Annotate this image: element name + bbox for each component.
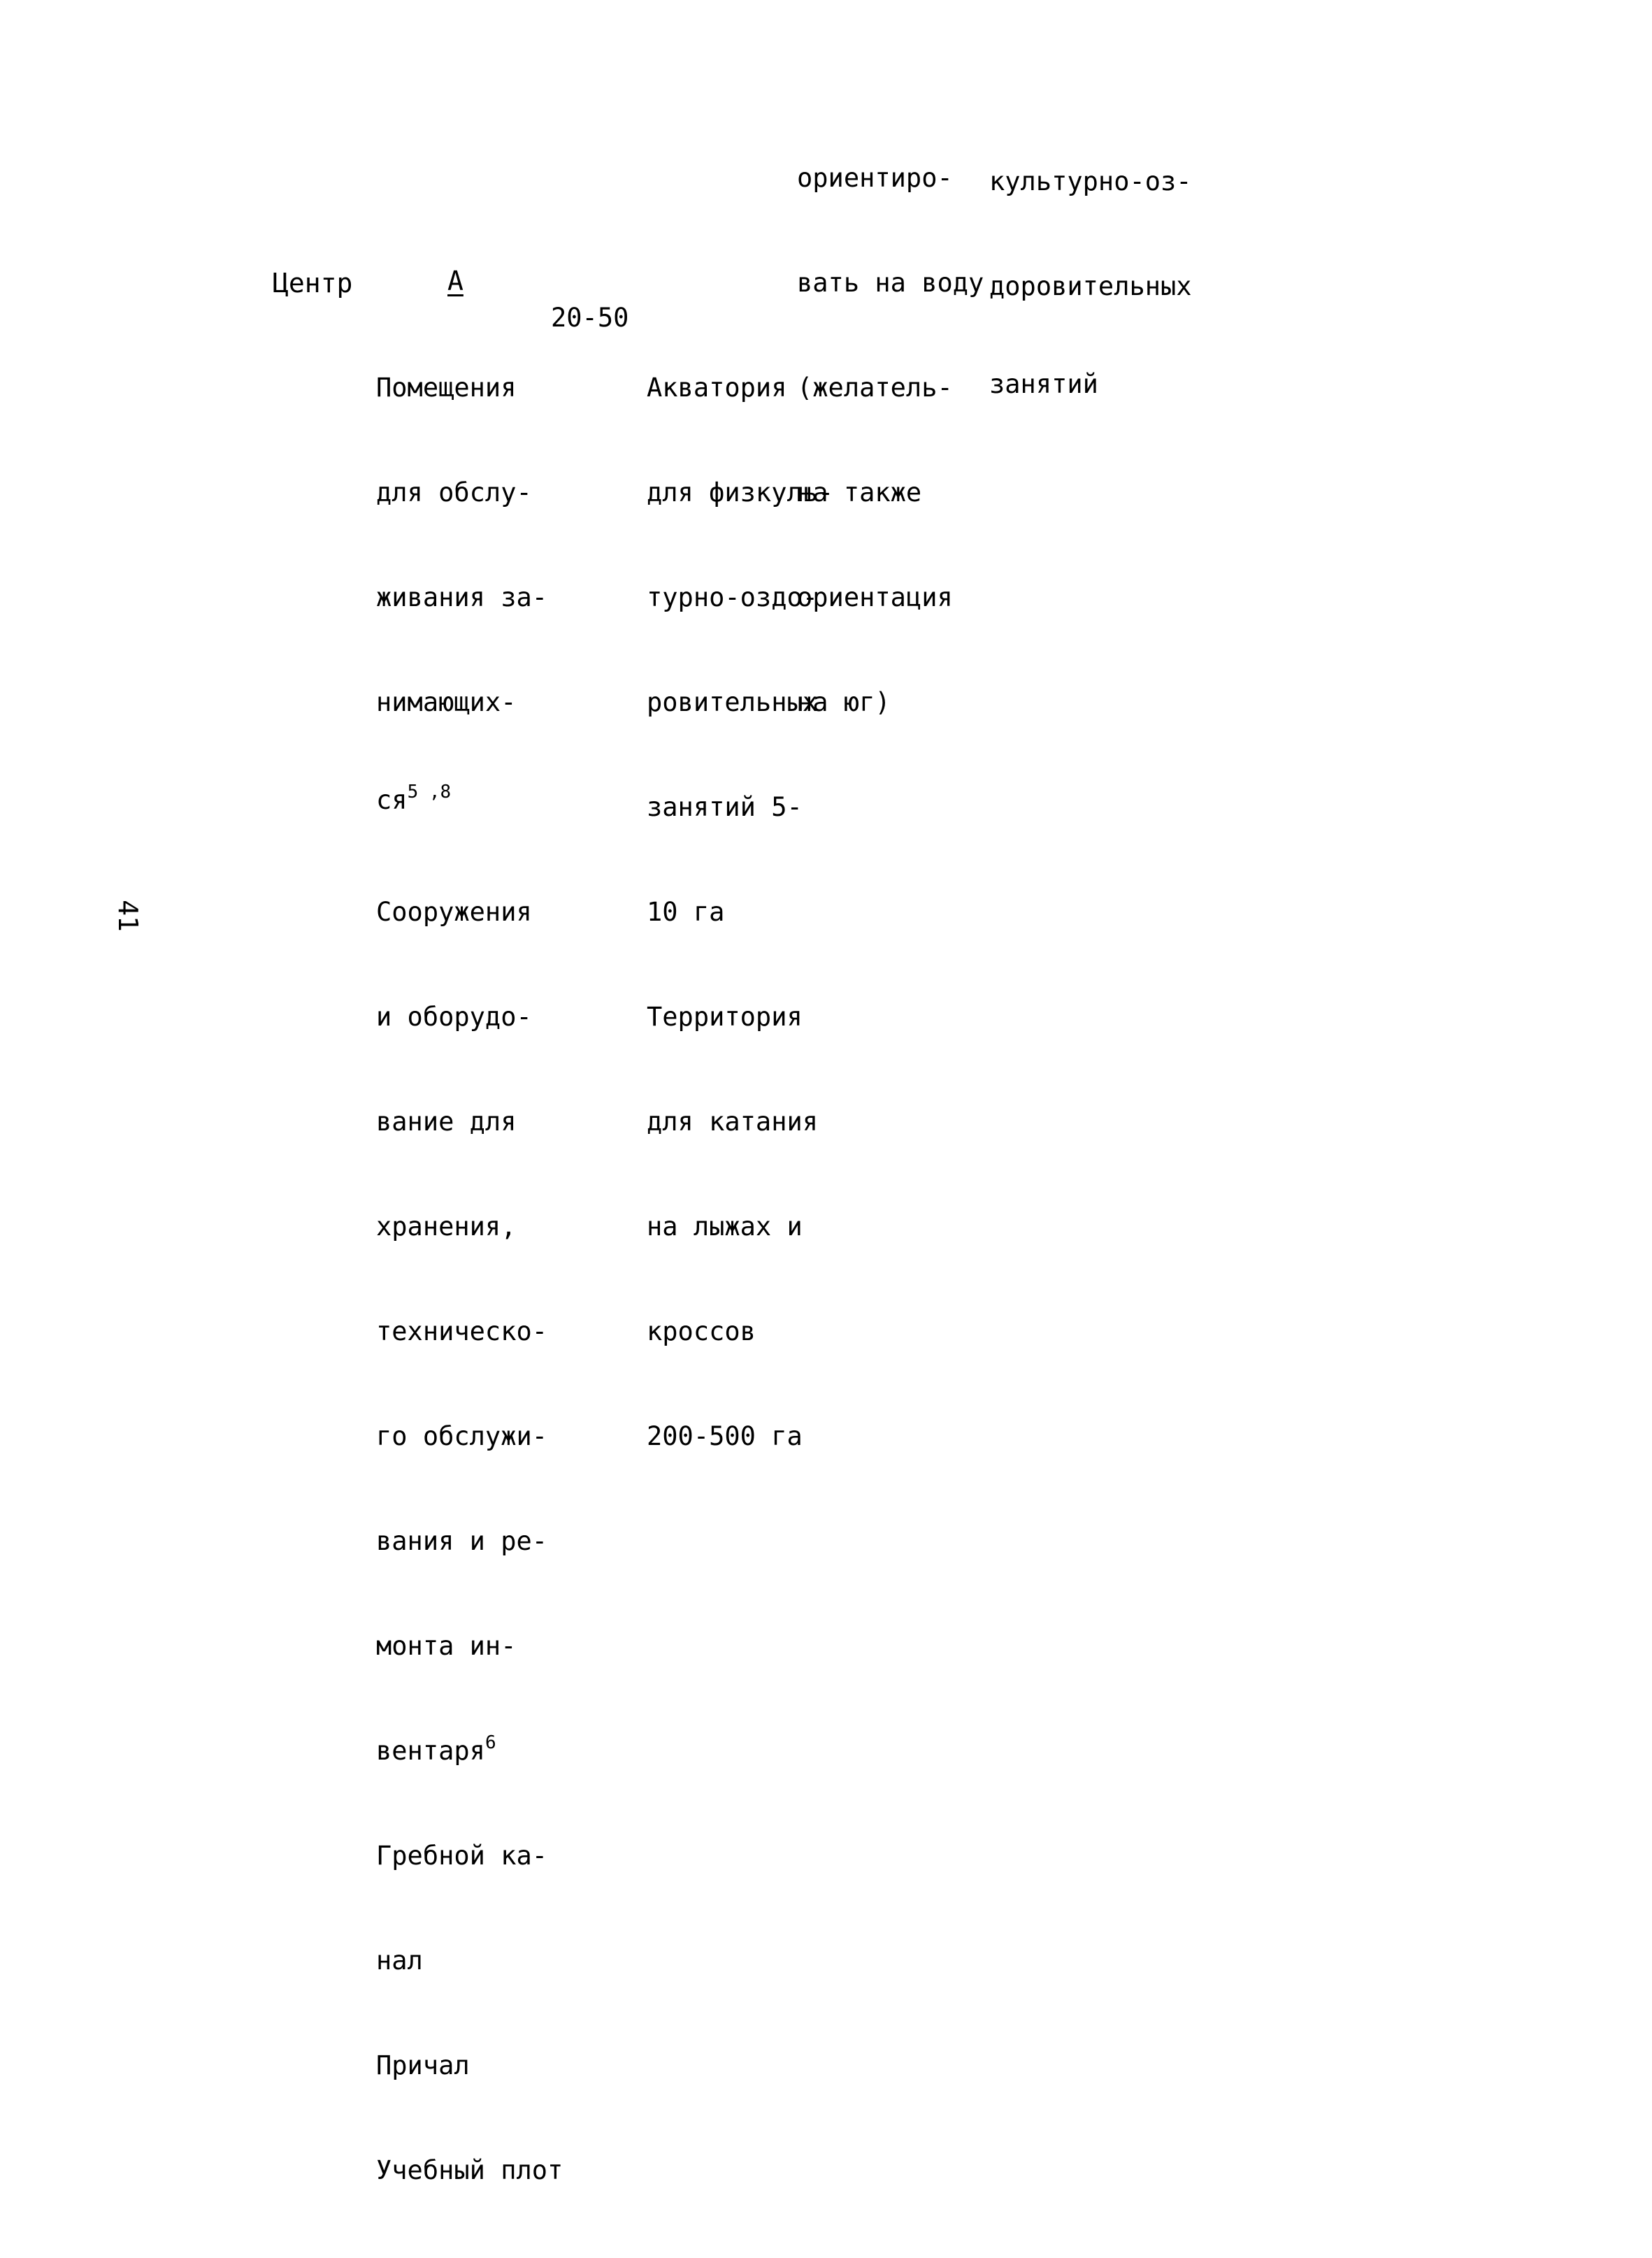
text-line: Акватория xyxy=(647,373,787,403)
text-line: Помещения xyxy=(376,373,517,403)
text-line: техническо- xyxy=(376,1316,548,1346)
text-line: 10 га xyxy=(647,897,725,927)
text-fragment: вентаря xyxy=(376,1736,485,1766)
text-line: кроссов xyxy=(647,1316,756,1346)
text-line: на юг) xyxy=(797,687,891,717)
text-line xyxy=(376,783,563,825)
text-line: занятий 5- xyxy=(647,792,803,822)
text-line: для физкуль- xyxy=(647,477,834,508)
text-line: на также xyxy=(797,477,922,508)
text-line: ориентация xyxy=(797,582,953,612)
text-line: нал xyxy=(376,1946,423,1976)
text-line: нимающих- xyxy=(376,687,517,717)
footnote-ref: 5 ,8 xyxy=(407,782,452,803)
text-line: Гребной ка- xyxy=(376,1841,548,1871)
text-line: 200-500 га xyxy=(647,1421,803,1451)
text-line: вать на воду xyxy=(797,268,984,298)
text-line: Сооружения xyxy=(376,897,532,927)
text-line: живания за- xyxy=(376,582,548,612)
text-line: культурно-оз- xyxy=(989,166,1192,196)
territory-list xyxy=(647,301,833,1524)
text-line: доровительных xyxy=(989,271,1192,301)
text-line: и оборудо- xyxy=(376,1002,532,1032)
text-line: Территория xyxy=(647,1002,803,1032)
text-line: Учебный плот xyxy=(376,2155,563,2185)
facilities-list xyxy=(376,301,563,2258)
text-line: ровительных xyxy=(647,687,819,717)
page-number: 41 xyxy=(112,900,143,932)
text-line: вание для xyxy=(376,1107,517,1137)
text-fragment: ся xyxy=(376,785,408,815)
text-line: вания и ре- xyxy=(376,1526,548,1556)
text-line: для катания xyxy=(647,1107,819,1137)
footnote-ref: 6 xyxy=(484,1732,496,1753)
text-line: ориентиро- xyxy=(797,163,953,193)
text-line xyxy=(376,1734,563,1769)
row-label: Центр xyxy=(273,268,353,299)
text-line: монта ин- xyxy=(376,1631,517,1661)
text-line: хранения, xyxy=(376,1211,517,1242)
area-value: 20-50 xyxy=(551,303,629,333)
text-line: для обслу- xyxy=(376,477,532,508)
text-line: занятий xyxy=(989,369,1098,399)
text-line: на лыжах и xyxy=(647,1211,803,1242)
text-line: Причал xyxy=(376,2050,470,2080)
text-line: турно-оздо- xyxy=(647,582,819,612)
text-line: го обслужи- xyxy=(376,1421,548,1451)
purpose-note xyxy=(989,94,1192,472)
text-line: (желатель- xyxy=(797,373,953,403)
group-letter: А xyxy=(447,266,464,296)
